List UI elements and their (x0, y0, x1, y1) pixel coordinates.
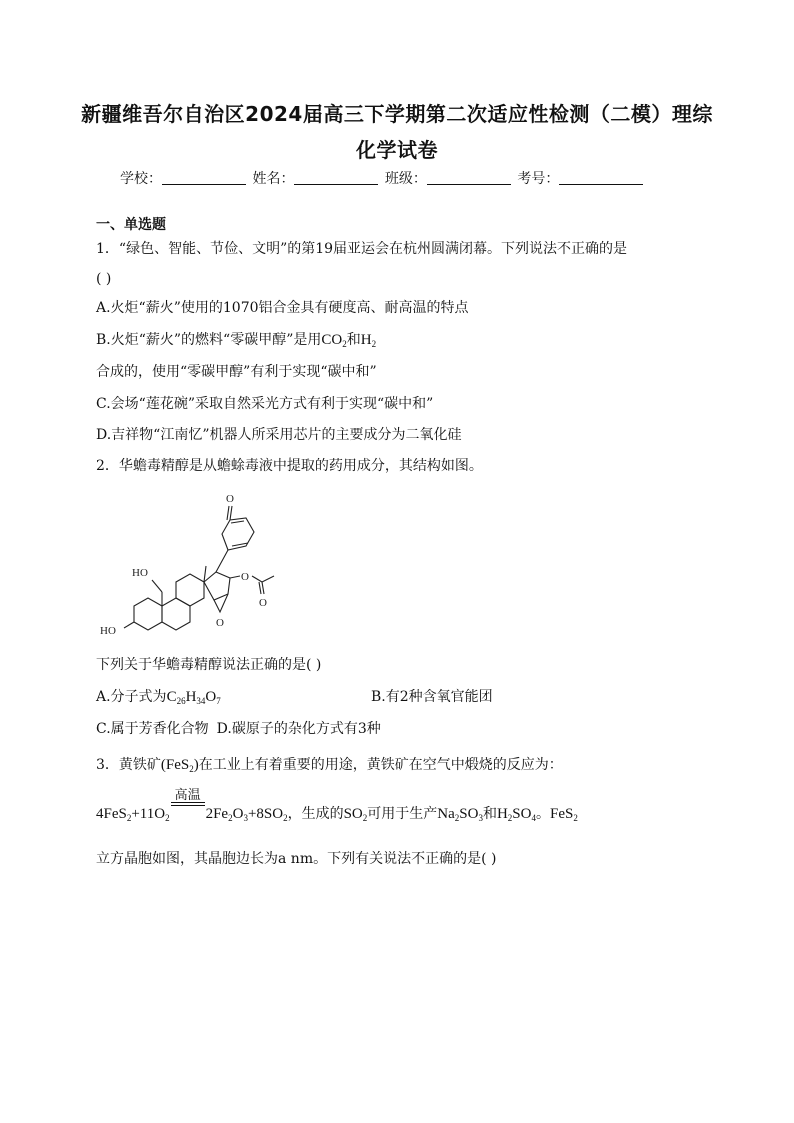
q2-question: 下列关于华蟾毒精醇说法正确的是( ) (96, 657, 322, 673)
q3-stem: 3．黄铁矿(FeS$_2$)在工业上有着重要的用途，黄铁矿在空气中煅烧的反应为： (96, 757, 563, 774)
q2-option-c-d (96, 718, 381, 740)
exam-number-field[interactable] (559, 170, 643, 185)
class-field[interactable] (427, 170, 511, 185)
structure-label-o-carbonyl: O (226, 493, 234, 505)
q1-stem-line2: ( ) (96, 271, 112, 287)
q1-option-b-continued: 合成的，使用“零碳甲醇”有利于实现“碳中和” (96, 364, 377, 380)
q1-option-b: B.火炬“薪火”的燃料“零碳甲醇”是用$CO_2$和$H_2$ (96, 332, 377, 349)
q1-option-c: C.会场“莲花碗”采取自然采光方式有利于实现“碳中和” (96, 396, 434, 412)
structure-label-ho-c3: HO (100, 625, 116, 637)
q3-stem-line3: 立方晶胞如图，其晶胞边长为a nm。下列有关说法不正确的是( ) (96, 851, 497, 867)
q2-option-c: C.属于芳香化合物 (96, 721, 209, 737)
structure-label-ho-ch2: HO (132, 567, 148, 579)
structure-label-o-epoxide: O (216, 617, 224, 629)
class-label: 班级： (384, 171, 427, 187)
student-info-row (120, 168, 645, 190)
q1-option-a: A.火炬“薪火”使用的1070铝合金具有硬度高、耐高温的特点 (96, 300, 469, 316)
exam-title-line1: 新疆维吾尔自治区2024届高三下学期第二次适应性检测（二模）理综 (81, 102, 713, 126)
name-field[interactable] (294, 170, 378, 185)
q1-stem-line1: 1．“绿色、智能、节俭、文明”的第19届亚运会在杭州圆满闭幕。下列说法不正确的是 (96, 241, 628, 257)
q2-option-d: D.碳原子的杂化方式有3种 (216, 721, 381, 737)
school-label: 学校： (120, 171, 162, 187)
reaction-condition: 高温 (174, 788, 201, 803)
q1-option-d: D.吉祥物“江南忆”机器人所采用芯片的主要成分为二氧化硅 (96, 427, 462, 443)
molecular-formula: $C_{26}H_{34}O_7$ (166, 689, 221, 706)
h2-formula: $H_2$ (360, 332, 377, 349)
name-label: 姓名： (252, 171, 295, 187)
fes2-formula: (FeS$_2$) (160, 757, 199, 774)
exam-title-line2: 化学试卷 (356, 138, 438, 162)
q2-stem: 2．华蟾毒精醇是从蟾蜍毒液中提取的药用成分，其结构如图。 (96, 458, 483, 474)
co2-formula: $CO_2$ (321, 332, 347, 349)
structure-label-o-acetyl: O (259, 597, 267, 609)
exam-number-label: 考号： (517, 171, 560, 187)
q2-option-a: A.分子式为$C_{26}H_{34}O_7$ (96, 689, 221, 706)
section-heading: 一、单选题 (96, 217, 166, 233)
reaction-arrow (171, 788, 205, 825)
cinobufotalin-structure-diagram (96, 488, 326, 640)
structure-label-o-ester: O (241, 571, 249, 583)
q2-option-b: B.有2种含氧官能团 (371, 689, 493, 705)
reaction-equation: $4FeS_2+11O_2$ 高温 $2Fe_2O_3+8SO_2$ (96, 806, 288, 822)
q1-option-b-text: B.火炬“薪火”的燃料“零碳甲醇”是用 (96, 332, 322, 348)
q3-equation-line: $4FeS_2+11O_2$ 高温 $2Fe_2O_3+8SO_2$，生成的$SO_2$可用于生产$Na_2SO_3$和$H_2SO_4$。FeS$_2$ (96, 803, 578, 825)
school-field[interactable] (162, 170, 246, 185)
